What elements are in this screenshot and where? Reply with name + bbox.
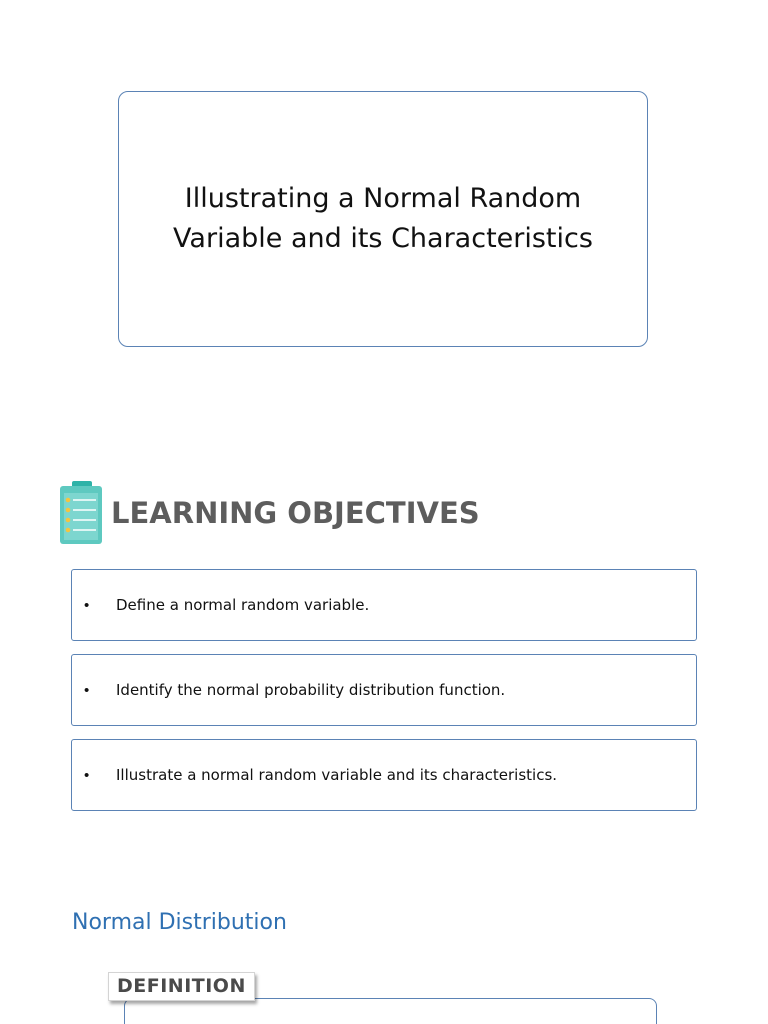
title-box (118, 91, 648, 347)
section-heading: Normal Distribution (72, 910, 287, 935)
page-title: Illustrating a Normal Random Variable and its Characteristics (173, 183, 593, 254)
objective-text: Illustrate a normal random variable and its characteristics. (116, 766, 558, 784)
learning-objectives-heading: LEARNING OBJECTIVES (111, 496, 480, 530)
objective-item (71, 739, 697, 811)
definition-label: DEFINITION (108, 972, 255, 1001)
bullet: • (84, 681, 90, 699)
objective-text: Define a normal random variable. (116, 596, 370, 614)
learning-objectives-header (58, 480, 480, 546)
bullet: • (84, 596, 90, 614)
objective-text: Identify the normal probability distribution function. (116, 681, 506, 699)
bullet: • (84, 766, 90, 784)
objective-item (71, 654, 697, 726)
clipboard-checklist-icon (58, 481, 104, 545)
objective-item (71, 569, 697, 641)
definition-box (124, 998, 657, 1024)
